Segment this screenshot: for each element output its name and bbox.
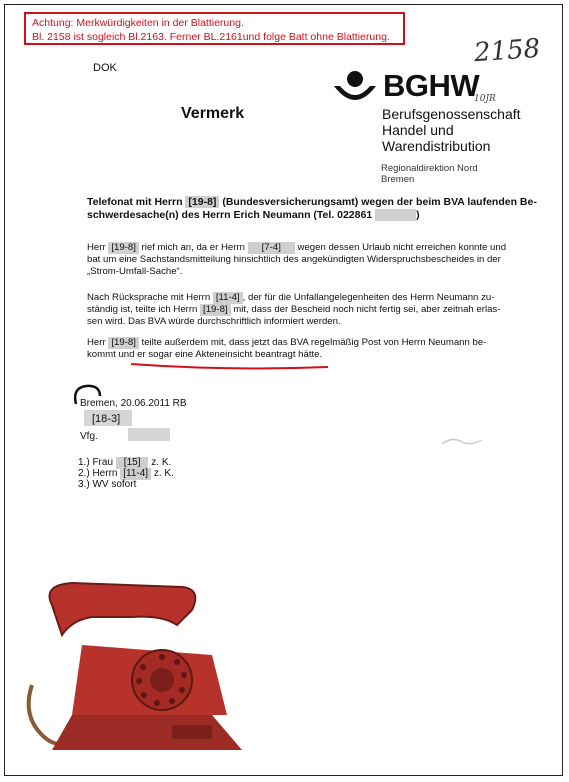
organisation-name xyxy=(382,106,521,154)
redaction-box: [19-8] xyxy=(108,337,139,349)
p2-text-c: ständig ist, teilte ich Herrn xyxy=(87,304,198,315)
logo-name: BGHW xyxy=(383,68,480,103)
list-label: WV sofort xyxy=(92,479,137,490)
list-item xyxy=(78,457,174,468)
redaction-box: [11-4] xyxy=(213,292,243,304)
subject-text-1: Telefonat mit Herrn xyxy=(87,196,183,208)
p1-text-e: „Strom-Umfall-Sache“. xyxy=(87,266,183,277)
subject-text-3: schwerdesache(n) des Herrn Erich Neumann (Tel. 022861 xyxy=(87,209,373,221)
document-heading: Vermerk xyxy=(181,105,245,122)
list-number: 1.) xyxy=(78,457,90,468)
p3-text-a: Herr xyxy=(87,337,106,348)
logo-handwritten-suffix: 10JR xyxy=(474,94,496,104)
org-line-3: Warendistribution xyxy=(382,138,491,154)
p2-text-d: mit, dass der Bescheid noch nicht fertig sei, aber zeitnah erlas- xyxy=(233,304,501,315)
p1-text-d: bat um eine Sachstandsmitteilung hinsichtlich des angekündigten Widerspruchsbescheides in der xyxy=(87,254,501,265)
paragraph-3 xyxy=(87,337,537,361)
org-line-1: Berufsgenossenschaft xyxy=(382,106,521,122)
red-underline-annotation xyxy=(130,362,330,370)
notice-line-1: Achtung: Merkwürdigkeiten in der Blattierung. xyxy=(32,17,244,29)
list-number: 3.) xyxy=(78,479,90,490)
dok-label: DOK xyxy=(93,62,117,74)
redaction-box: [15] xyxy=(116,457,149,469)
list-label: Frau xyxy=(92,457,114,468)
redaction-box: [19-8] xyxy=(185,196,219,208)
vfg-label: Vfg. xyxy=(80,431,98,442)
list-number: 2.) xyxy=(78,468,90,479)
p1-text-a: Herr xyxy=(87,242,106,253)
redaction-box: [19-8] xyxy=(108,242,139,254)
subject-line xyxy=(87,196,537,222)
p2-text-a: Nach Rücksprache mit Herrn xyxy=(87,292,211,303)
list-tail: z. K. xyxy=(151,457,172,468)
place-date-line: Bremen, 20.06.2011 RB xyxy=(80,398,187,409)
p3-text-c: kommt und er sogar eine Akteneinsicht beantragt hätte. xyxy=(87,349,323,360)
list-item xyxy=(78,468,174,479)
bghw-logo-mark-icon xyxy=(332,70,378,106)
handwritten-page-number: 2158 xyxy=(473,33,542,69)
regional-office xyxy=(381,163,478,185)
paragraph-2 xyxy=(87,292,537,328)
list-tail: z. K. xyxy=(153,468,174,479)
distribution-list xyxy=(78,457,174,490)
notice-line-2: Bl. 2158 ist sogleich Bl.2163. Ferner BL.2161und folge Batt ohne Blattierung. xyxy=(32,31,390,43)
region-line-1: Regionaldirektion Nord xyxy=(381,163,478,174)
list-label: Herrn xyxy=(92,468,118,479)
org-line-2: Handel und xyxy=(382,122,454,138)
p2-text-b: , der für die Unfallangelegenheiten des Herrn Neumann zu- xyxy=(242,292,495,303)
redaction-box-phone xyxy=(375,209,416,221)
subject-text-4: ) xyxy=(416,209,420,221)
p3-text-b: teilte außerdem mit, dass jetzt das BVA regelmäßig Post von Herrn Neumann be- xyxy=(141,337,487,348)
p2-text-e: sen wird. Das BVA würde durchschriftlich informiert werden. xyxy=(87,316,341,327)
red-rotary-telephone-icon xyxy=(12,565,272,755)
list-item xyxy=(78,479,174,490)
warning-notice-box xyxy=(24,12,405,45)
redaction-box xyxy=(128,428,170,441)
signoff-redaction-label: [18-3] xyxy=(92,413,121,425)
redaction-box: [7-4] xyxy=(248,242,295,254)
p1-text-c: wegen dessen Urlaub nicht erreichen konnte und xyxy=(297,242,507,253)
faint-scribble-mark xyxy=(440,434,484,448)
paragraph-1 xyxy=(87,242,537,278)
p1-text-b: rief mich an, da er Herrn xyxy=(141,242,245,253)
region-line-2: Bremen xyxy=(381,174,415,185)
redaction-box: [19-8] xyxy=(200,304,231,316)
redaction-box: [11-4] xyxy=(120,468,151,480)
subject-text-2: (Bundesversicherungsamt) wegen der beim BVA laufenden Be- xyxy=(222,196,537,208)
